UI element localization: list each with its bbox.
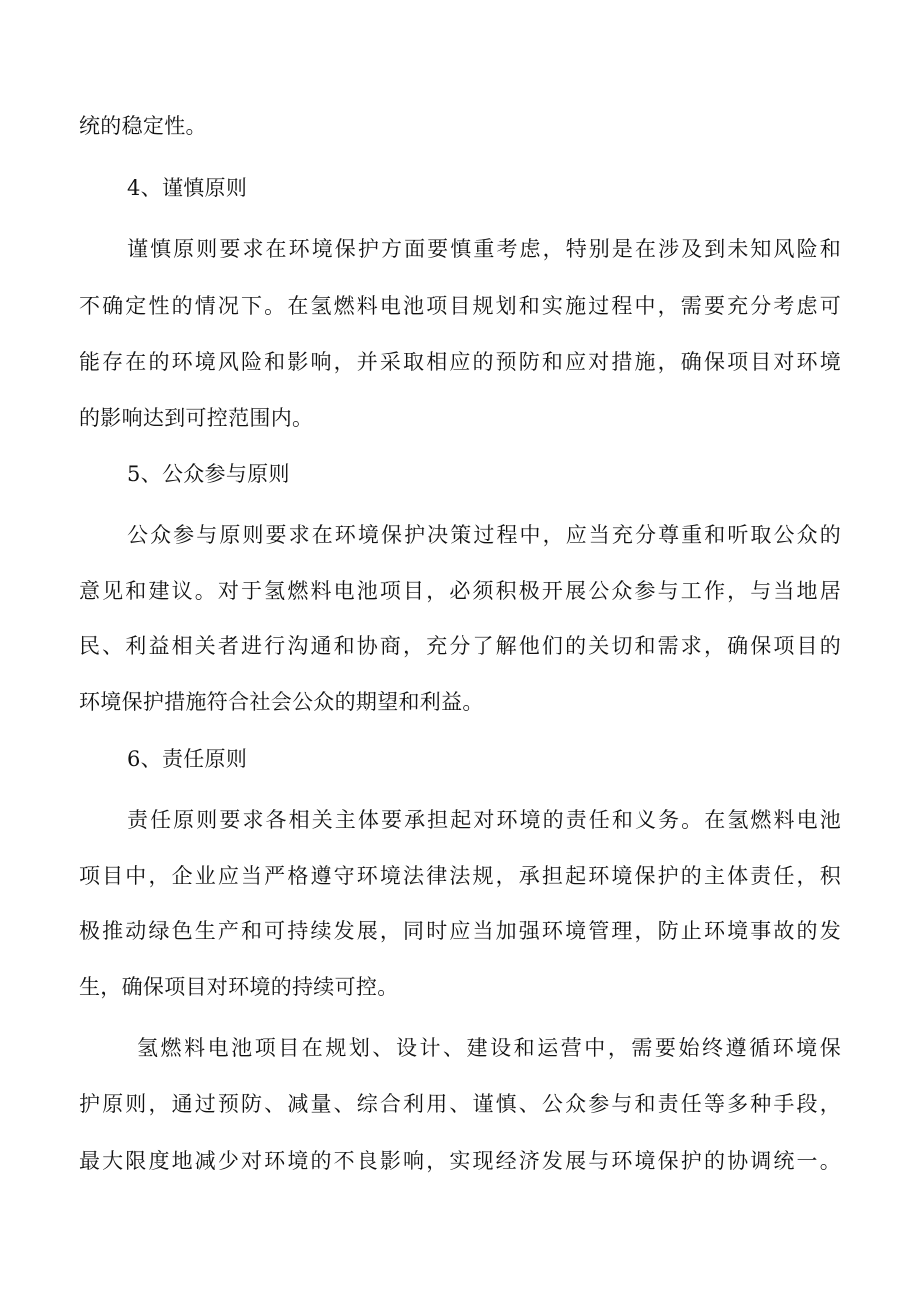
- paragraph-line: 责任原则要求各相关主体要承担起对环境的责任和义务。在氢燃料电池: [127, 808, 841, 832]
- section-heading-4: 4、谨慎原则: [127, 176, 248, 200]
- paragraph-line: 意见和建议。对于氢燃料电池项目，必须积极开展公众参与工作，与当地居: [79, 579, 841, 603]
- summary-line: 最大限度地减少对环境的不良影响，实现经济发展与环境保护的协调统一。: [79, 1149, 841, 1173]
- paragraph-line: 不确定性的情况下。在氢燃料电池项目规划和实施过程中，需要充分考虑可: [79, 294, 841, 318]
- paragraph-line: 的影响达到可控范围内。: [79, 406, 314, 430]
- summary-line: 护原则，通过预防、减量、综合利用、谨慎、公众参与和责任等多种手段，: [79, 1092, 841, 1116]
- paragraph-line: 极推动绿色生产和可持续发展，同时应当加强环境管理，防止环境事故的发: [79, 919, 841, 943]
- summary-line: 氢燃料电池项目在规划、设计、建设和运营中，需要始终遵循环境保: [137, 1036, 841, 1060]
- paragraph-line: 民、利益相关者进行沟通和协商，充分了解他们的关切和需求，确保项目的: [79, 634, 841, 658]
- paragraph-line: 谨慎原则要求在环境保护方面要慎重考虑，特别是在涉及到未知风险和: [127, 237, 841, 261]
- section-heading-5: 5、公众参与原则: [127, 462, 290, 486]
- paragraph-line: 公众参与原则要求在环境保护决策过程中，应当充分尊重和听取公众的: [127, 523, 841, 547]
- paragraph-line: 环境保护措施符合社会公众的期望和利益。: [79, 690, 484, 714]
- paragraph-line: 能存在的环境风险和影响，并采取相应的预防和应对措施，确保项目对环境: [79, 350, 841, 374]
- paragraph-continuation: 统的稳定性。: [79, 114, 207, 138]
- paragraph-line: 项目中，企业应当严格遵守环境法律法规，承担起环境保护的主体责任，积: [79, 864, 841, 888]
- section-heading-6: 6、责任原则: [127, 747, 248, 771]
- paragraph-line: 生，确保项目对环境的持续可控。: [79, 975, 399, 999]
